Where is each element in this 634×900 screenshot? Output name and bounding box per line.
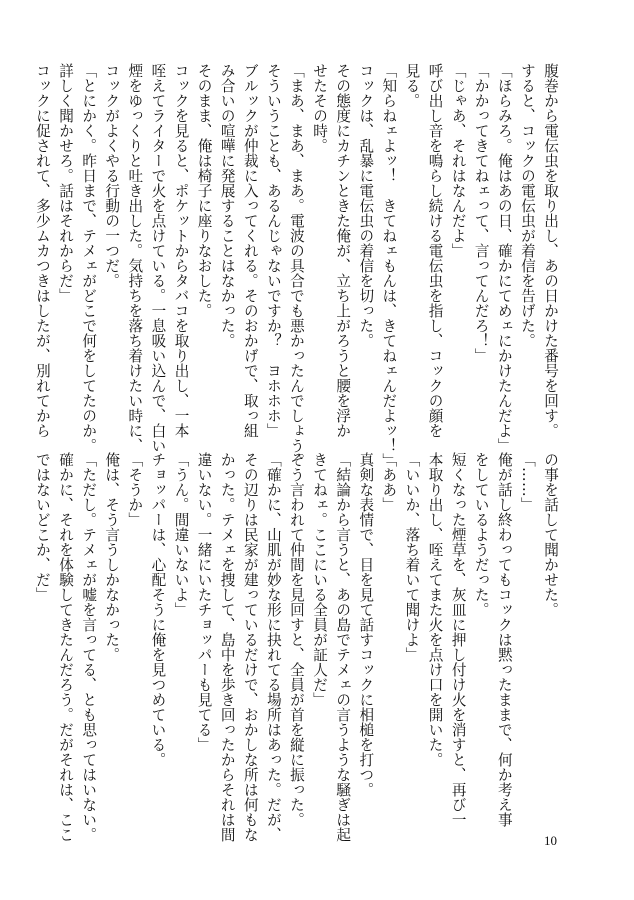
text-line: 「ほらみろ。俺はあの日、確かにてめェにかけたんだよ」 [495,63,513,453]
text-line: 「ただし。テメェが嘘を言ってる、とも思ってはいない。 [80,452,98,842]
text-line: その辺りは民家が建っているだけで、おかしな所は何もな [241,452,259,842]
text-line: 詳しく聞かせろ。話はそれからだ」 [57,63,75,303]
text-line: の事を話して聞かせた。 [542,452,559,617]
text-line: チョッパーは、心配そうに俺を見つめている。 [149,452,167,767]
text-line: 「知らねェよッ！ きてねェもんは、きてねェんだよッ！」 [380,63,398,468]
text-line: せたその時。 [311,63,329,153]
text-line: 違いない。一緒にいたチョッパーも見てる」 [195,452,213,752]
text-line: 「まあ、まあ、まあ。電波の具合でも悪かったんでしょう。 [287,63,305,468]
text-line: 「いいか、落ち着いて聞けよ」 [403,452,421,662]
text-line: 「……」 [518,452,536,512]
text-line: そう言われて仲間を見回すと、全員が首を縦に振った。 [287,452,305,827]
text-line: コックを見ると、ポケットからタバコを取り出し、一本 [172,63,190,438]
text-line: 本取り出し、咥えてまた火を点け口を開いた。 [426,452,444,767]
text-line: コックは、乱暴に電伝虫の着信を切った。 [357,63,375,348]
text-line: 「確かに、山肌が妙な形に抉れてる場所はあった。だが、 [264,452,282,842]
text-line: 俺が話し終わってもコックは黙ったままで、何か考え事 [495,452,513,827]
text-line: コックがよくやる行動の一つだ。 [103,63,121,288]
text-line: をしているようだった。 [472,452,490,617]
text-line: 「とにかく。昨日まで、テメェがどこで何をしてたのか。 [80,63,98,453]
text-line: 「うん。間違いないよ」 [172,452,190,617]
text-line: 「じゃあ、それはなんだよ」 [449,63,467,258]
text-line: ではないどこか、だ」 [33,452,51,602]
text-line: 「かかってきてねェって、言ってんだろ！」 [472,63,490,363]
text-line: 俺は、そう言うしかなかった。 [103,452,121,662]
text-line: ブルックが仲裁に入ってくれる。そのおかげで、取っ組 [241,63,259,438]
text-line: かった。テメェを捜して、島中を歩き回ったからそれは間 [218,452,236,842]
text-line: 確かに、それを体験してきたんだろう。だがそれは、ここ [57,452,75,842]
text-line: 呼び出し音を鳴らし続ける電伝虫を指し、コックの顔を [426,63,444,438]
text-line: そういうことも、あるんじゃないですか？ ヨホホホ」 [264,63,282,438]
text-line: 「ああ」 [380,452,398,512]
text-line: 真剣な表情で、目を見て話すコックに相槌を打つ。 [357,452,375,797]
text-line: 見る。 [403,63,421,108]
text-line: 煙をゆっくりと吐き出した。気持ちを落ち着けたい時に、 [126,63,144,453]
text-line: すると、コックの電伝虫が着信を告げた。 [518,63,536,348]
text-line: そのまま、俺は椅子に座りなおした。 [195,63,213,318]
text-line: その態度にカチンときた俺が、立ち上がろうと腰を浮か [334,63,352,438]
page-number: 10 [544,833,557,848]
text-line: 「そうか」 [126,452,144,527]
text-line: きてねェ。ここにいる全員が証人だ」 [311,452,329,707]
text-line: 腹巻から電伝虫を取り出し、あの日かけた番号を回す。 [542,63,559,438]
text-line: み合いの喧嘩に発展することはなかった。 [218,63,236,348]
text-line: 咥えてライターで火を点けている。一息吸い込んで、白い [149,63,167,453]
text-line: 短くなった煙草を、灰皿に押し付け火を消すと、再び一 [449,452,467,827]
text-line: 「結論から言うと、あの島でテメェの言うような騒ぎは起 [334,452,352,842]
text-line: コックに促されて、多少ムカつきはしたが、別れてから [33,63,51,438]
upper-text-block [33,63,562,468]
